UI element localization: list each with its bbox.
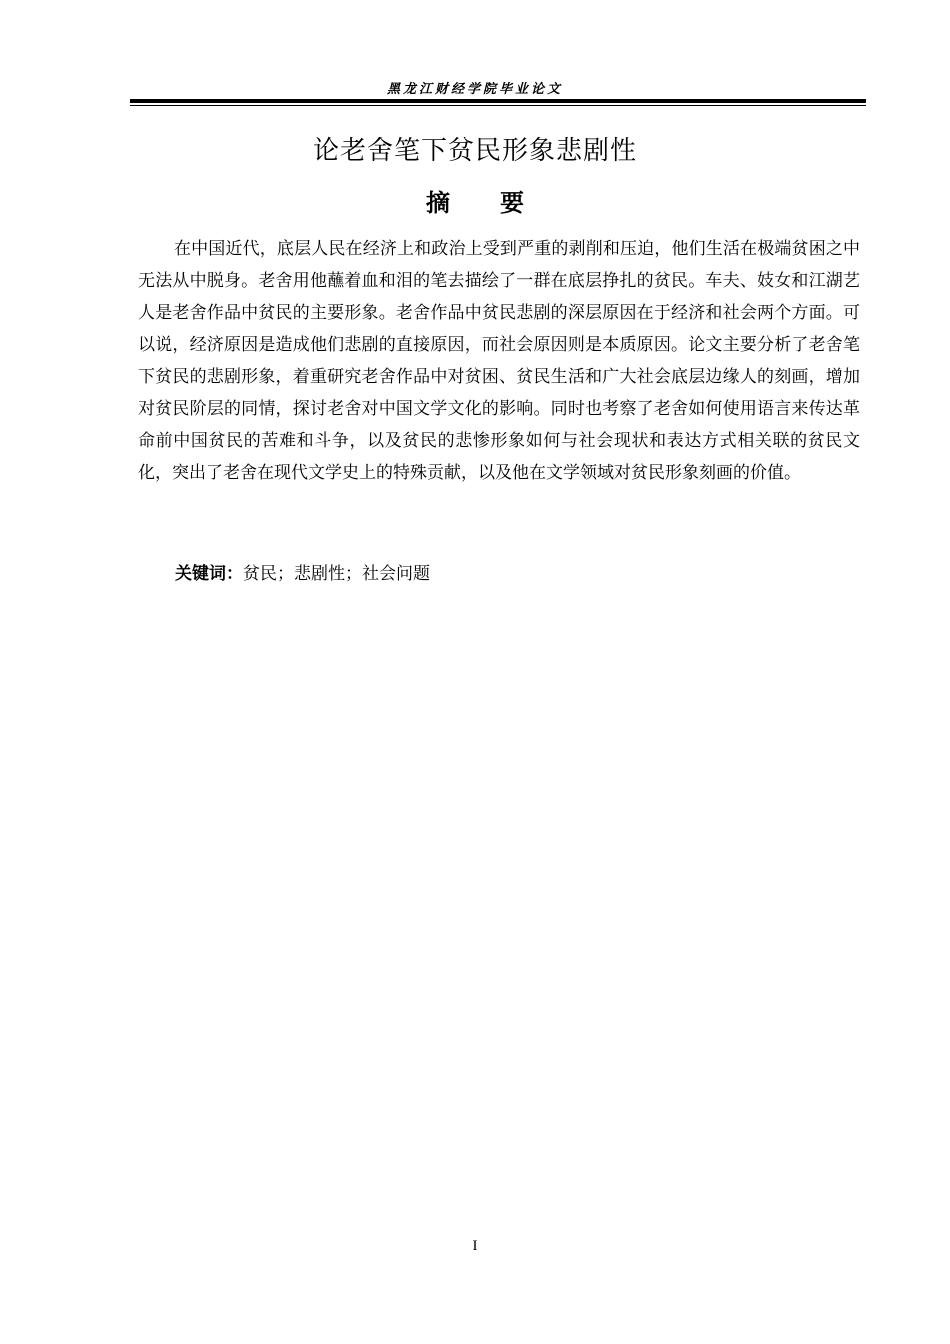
abstract-heading: 摘要 (426, 189, 574, 217)
header-rule-thick (130, 99, 866, 103)
keywords-label: 关键词： (175, 564, 243, 584)
keywords-value: 贫民；悲剧性；社会问题 (243, 564, 430, 584)
paper-title: 论老舍笔下贫民形象悲剧性 (312, 136, 637, 166)
abstract-body: 在中国近代，底层人民在经济上和政治上受到严重的剥削和压迫，他们生活在极端贫困之中无法从中脱身。老舍用他蘸着血和泪的笔去描绘了一群在底层挣扎的贫民。车夫、妓女和江湖艺人是老舍作品中贫民的主要形象。老舍作品中贫民悲剧的深层原因在于经济和社会两个方面。可以说，经济原因是造成他们悲剧的直接原因，而社会原因则是本质原因。论文主要分析了老舍笔下贫民的悲剧形象，着重研究老舍作品中对贫困、贫民生活和广大社会底层边缘人的刻画，增加对贫民阶层的同情，探讨老舍对中国文学文化的影响。同时也考察了老舍如何使用语言来传达革命前中国贫民的苦难和斗争，以及贫民的悲惨形象如何与社会现状和表达方式相关联的贫民文化，突出了老舍在现代文学史上的特殊贡献，以及他在文学领域对贫民形象刻画的价值。 (138, 239, 860, 483)
page-number: I (472, 1238, 478, 1254)
keywords-line (175, 560, 855, 588)
running-header: 黑龙江财经学院毕业论文 (386, 82, 563, 97)
header-rule-thin (130, 105, 866, 106)
